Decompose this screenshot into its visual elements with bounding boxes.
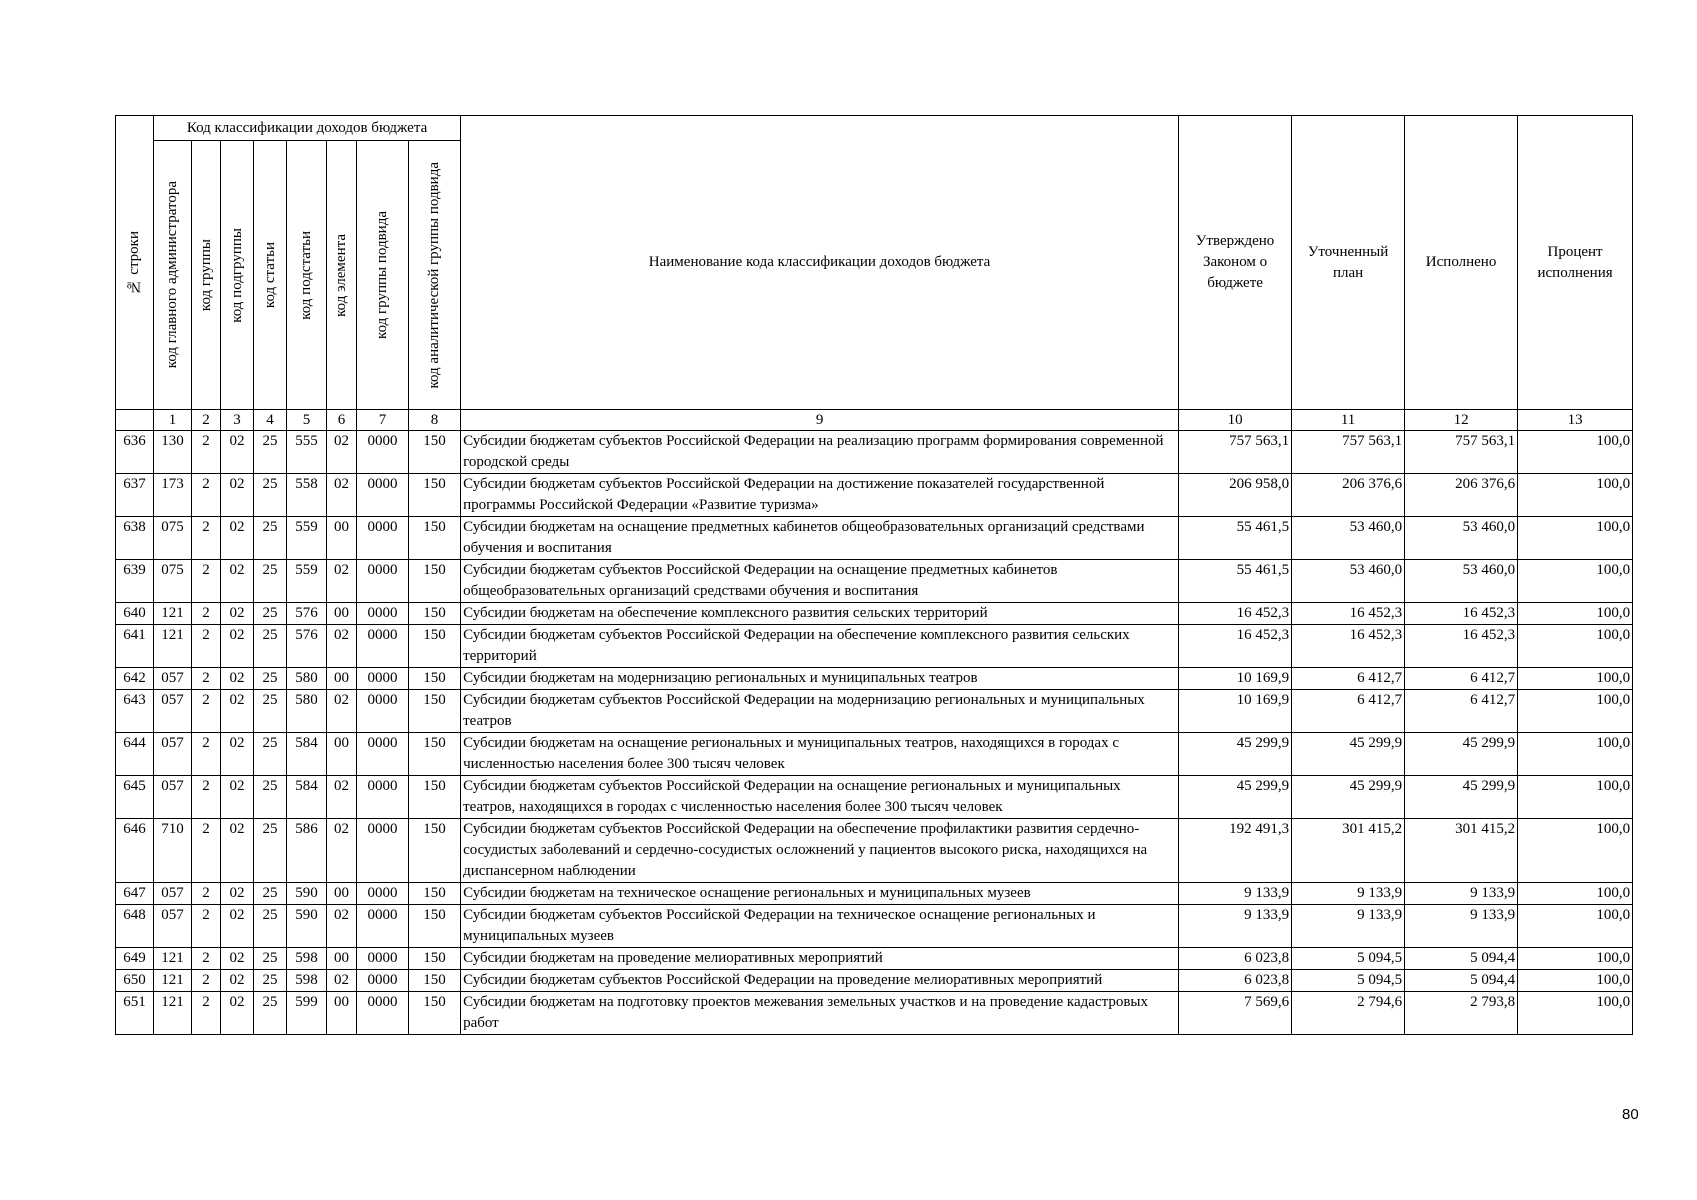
code-cell: 00 [327,603,357,625]
code-cell: 25 [254,883,287,905]
name-cell: Субсидии бюджетам на модернизацию региональных и муниципальных театров [461,668,1179,690]
code-cell: 2 [192,517,221,560]
row-number-cell: 639 [116,560,154,603]
percent-cell: 100,0 [1518,970,1633,992]
code-cell: 25 [254,668,287,690]
approved-cell: 6 023,8 [1179,970,1292,992]
code-cell: 150 [409,517,461,560]
code-cell: 00 [327,517,357,560]
refined-cell: 206 376,6 [1292,474,1405,517]
executed-cell: 5 094,4 [1405,948,1518,970]
percent-cell: 100,0 [1518,948,1633,970]
column-number: 13 [1518,410,1633,431]
column-number: 3 [221,410,254,431]
column-number: 7 [357,410,409,431]
code-cell: 2 [192,690,221,733]
percent-cell: 100,0 [1518,603,1633,625]
code-cell: 057 [154,776,192,819]
column-number [116,410,154,431]
table-row [116,690,1633,733]
code-cell: 580 [287,668,327,690]
code-cell: 02 [221,690,254,733]
code-cell: 00 [327,948,357,970]
percent-cell: 100,0 [1518,905,1633,948]
code-cell: 02 [327,776,357,819]
code-cell: 0000 [357,905,409,948]
header-row-number: № строки [116,116,154,410]
code-cell: 02 [327,474,357,517]
approved-cell: 206 958,0 [1179,474,1292,517]
table-row [116,883,1633,905]
refined-cell: 53 460,0 [1292,560,1405,603]
code-cell: 0000 [357,517,409,560]
code-cell: 558 [287,474,327,517]
column-number: 8 [409,410,461,431]
code-cell: 598 [287,948,327,970]
header-code-article: код статьи [254,141,287,410]
executed-cell: 5 094,4 [1405,970,1518,992]
executed-cell: 301 415,2 [1405,819,1518,883]
code-cell: 580 [287,690,327,733]
column-number: 4 [254,410,287,431]
table-row [116,948,1633,970]
code-cell: 02 [327,970,357,992]
table-row [116,517,1633,560]
code-cell: 2 [192,883,221,905]
code-cell: 121 [154,603,192,625]
row-number-cell: 636 [116,431,154,474]
code-cell: 0000 [357,560,409,603]
name-cell: Субсидии бюджетам на техническое оснащение региональных и муниципальных музеев [461,883,1179,905]
code-cell: 25 [254,776,287,819]
code-cell: 150 [409,776,461,819]
code-cell: 150 [409,819,461,883]
code-cell: 2 [192,733,221,776]
code-cell: 02 [221,603,254,625]
code-cell: 590 [287,883,327,905]
code-cell: 25 [254,560,287,603]
code-cell: 150 [409,970,461,992]
column-number: 10 [1179,410,1292,431]
row-number-cell: 647 [116,883,154,905]
refined-cell: 301 415,2 [1292,819,1405,883]
table-row [116,625,1633,668]
code-cell: 555 [287,431,327,474]
code-cell: 02 [221,948,254,970]
refined-cell: 16 452,3 [1292,625,1405,668]
code-cell: 130 [154,431,192,474]
name-cell: Субсидии бюджетам субъектов Российской Федерации на техническое оснащение региональных и муниципальных музеев [461,905,1179,948]
table-row [116,431,1633,474]
code-cell: 02 [327,431,357,474]
column-number: 6 [327,410,357,431]
code-cell: 150 [409,603,461,625]
name-cell: Субсидии бюджетам субъектов Российской Федерации на модернизацию региональных и муниципальных театров [461,690,1179,733]
refined-cell: 16 452,3 [1292,603,1405,625]
percent-cell: 100,0 [1518,625,1633,668]
executed-cell: 9 133,9 [1405,905,1518,948]
approved-cell: 16 452,3 [1179,603,1292,625]
code-cell: 2 [192,668,221,690]
code-cell: 2 [192,625,221,668]
refined-cell: 53 460,0 [1292,517,1405,560]
code-cell: 057 [154,690,192,733]
code-cell: 0000 [357,776,409,819]
code-cell: 0000 [357,668,409,690]
code-cell: 02 [221,819,254,883]
code-cell: 150 [409,992,461,1035]
executed-cell: 45 299,9 [1405,733,1518,776]
code-cell: 2 [192,948,221,970]
code-cell: 25 [254,819,287,883]
approved-cell: 45 299,9 [1179,733,1292,776]
table-row [116,560,1633,603]
row-number-cell: 643 [116,690,154,733]
refined-cell: 5 094,5 [1292,970,1405,992]
executed-cell: 206 376,6 [1405,474,1518,517]
table-row [116,905,1633,948]
code-cell: 00 [327,992,357,1035]
refined-cell: 2 794,6 [1292,992,1405,1035]
table-row [116,474,1633,517]
header-refined: Уточненный план [1292,116,1405,410]
column-numbers-row [116,410,1633,431]
executed-cell: 16 452,3 [1405,603,1518,625]
table-row [116,603,1633,625]
row-number-cell: 644 [116,733,154,776]
name-cell: Субсидии бюджетам субъектов Российской Федерации на проведение мелиоративных мероприятий [461,970,1179,992]
code-cell: 0000 [357,992,409,1035]
row-number-cell: 648 [116,905,154,948]
code-cell: 0000 [357,690,409,733]
code-cell: 0000 [357,625,409,668]
header-code-subarticle: код подстатьи [287,141,327,410]
row-number-cell: 641 [116,625,154,668]
code-cell: 02 [327,690,357,733]
row-number-cell: 640 [116,603,154,625]
code-cell: 02 [221,668,254,690]
table-body [116,431,1633,1035]
code-cell: 150 [409,560,461,603]
code-cell: 2 [192,970,221,992]
code-cell: 150 [409,431,461,474]
code-cell: 057 [154,733,192,776]
refined-cell: 9 133,9 [1292,883,1405,905]
code-cell: 25 [254,690,287,733]
name-cell: Субсидии бюджетам субъектов Российской Федерации на обеспечение профилактики развития сердечно-сосудистых заболеваний и сердечно-сосудистых осложнений у пациентов высокого риска, находящихся на диспансерном наблюдении [461,819,1179,883]
executed-cell: 6 412,7 [1405,690,1518,733]
name-cell: Субсидии бюджетам субъектов Российской Федерации на реализацию программ формирования современной городской среды [461,431,1179,474]
header-code-analytic-group: код аналитической группы подвида [409,141,461,410]
refined-cell: 6 412,7 [1292,668,1405,690]
code-cell: 02 [221,474,254,517]
refined-cell: 45 299,9 [1292,733,1405,776]
code-cell: 2 [192,431,221,474]
code-cell: 057 [154,905,192,948]
header-code-group: Код классификации доходов бюджета [154,116,461,141]
header-code-subgroup: код подгруппы [221,141,254,410]
code-cell: 02 [221,970,254,992]
code-cell: 590 [287,905,327,948]
code-cell: 02 [221,431,254,474]
code-cell: 173 [154,474,192,517]
name-cell: Субсидии бюджетам субъектов Российской Федерации на оснащение региональных и муниципальных театров, находящихся в городах с численностью населения более 300 тысяч человек [461,776,1179,819]
refined-cell: 6 412,7 [1292,690,1405,733]
code-cell: 075 [154,560,192,603]
executed-cell: 9 133,9 [1405,883,1518,905]
code-cell: 584 [287,776,327,819]
percent-cell: 100,0 [1518,690,1633,733]
percent-cell: 100,0 [1518,992,1633,1035]
name-cell: Субсидии бюджетам на обеспечение комплексного развития сельских территорий [461,603,1179,625]
code-cell: 25 [254,970,287,992]
code-cell: 2 [192,776,221,819]
code-cell: 00 [327,668,357,690]
percent-cell: 100,0 [1518,474,1633,517]
code-cell: 121 [154,992,192,1035]
refined-cell: 9 133,9 [1292,905,1405,948]
percent-cell: 100,0 [1518,883,1633,905]
percent-cell: 100,0 [1518,668,1633,690]
code-cell: 25 [254,517,287,560]
approved-cell: 16 452,3 [1179,625,1292,668]
name-cell: Субсидии бюджетам на проведение мелиоративных мероприятий [461,948,1179,970]
percent-cell: 100,0 [1518,819,1633,883]
header-name: Наименование кода классификации доходов бюджета [461,116,1179,410]
code-cell: 150 [409,905,461,948]
executed-cell: 757 563,1 [1405,431,1518,474]
code-cell: 25 [254,474,287,517]
code-cell: 02 [221,733,254,776]
name-cell: Субсидии бюджетам на оснащение предметных кабинетов общеобразовательных организаций средствами обучения и воспитания [461,517,1179,560]
code-cell: 0000 [357,603,409,625]
code-cell: 2 [192,603,221,625]
refined-cell: 5 094,5 [1292,948,1405,970]
code-cell: 559 [287,560,327,603]
header-executed: Исполнено [1405,116,1518,410]
column-number: 2 [192,410,221,431]
approved-cell: 45 299,9 [1179,776,1292,819]
name-cell: Субсидии бюджетам субъектов Российской Федерации на оснащение предметных кабинетов общеобразовательных организаций средствами обучения и воспитания [461,560,1179,603]
page-number: 80 [1622,1106,1639,1123]
code-cell: 00 [327,733,357,776]
code-cell: 25 [254,733,287,776]
code-cell: 02 [221,883,254,905]
table-row [116,819,1633,883]
table-row [116,992,1633,1035]
approved-cell: 9 133,9 [1179,883,1292,905]
header-code-group-col: код группы [192,141,221,410]
table-row [116,733,1633,776]
column-number: 11 [1292,410,1405,431]
code-cell: 0000 [357,948,409,970]
code-cell: 25 [254,603,287,625]
code-cell: 576 [287,603,327,625]
code-cell: 0000 [357,883,409,905]
approved-cell: 10 169,9 [1179,668,1292,690]
row-number-cell: 650 [116,970,154,992]
code-cell: 150 [409,668,461,690]
header-code-element: код элемента [327,141,357,410]
executed-cell: 2 793,8 [1405,992,1518,1035]
code-cell: 121 [154,948,192,970]
approved-cell: 192 491,3 [1179,819,1292,883]
code-cell: 25 [254,625,287,668]
code-cell: 121 [154,625,192,668]
code-cell: 25 [254,948,287,970]
code-cell: 2 [192,474,221,517]
code-cell: 2 [192,992,221,1035]
approved-cell: 55 461,5 [1179,517,1292,560]
percent-cell: 100,0 [1518,733,1633,776]
code-cell: 150 [409,474,461,517]
code-cell: 0000 [357,474,409,517]
header-code-admin: код главного администратора [154,141,192,410]
row-number-cell: 642 [116,668,154,690]
code-cell: 00 [327,883,357,905]
approved-cell: 55 461,5 [1179,560,1292,603]
percent-cell: 100,0 [1518,560,1633,603]
code-cell: 057 [154,883,192,905]
percent-cell: 100,0 [1518,431,1633,474]
column-number: 9 [461,410,1179,431]
code-cell: 25 [254,992,287,1035]
column-number: 5 [287,410,327,431]
code-cell: 150 [409,948,461,970]
code-cell: 586 [287,819,327,883]
approved-cell: 7 569,6 [1179,992,1292,1035]
code-cell: 150 [409,690,461,733]
code-cell: 02 [221,560,254,603]
header-row-1 [116,116,1633,141]
percent-cell: 100,0 [1518,517,1633,560]
code-cell: 02 [327,625,357,668]
table-row [116,970,1633,992]
approved-cell: 757 563,1 [1179,431,1292,474]
code-cell: 150 [409,625,461,668]
row-number-cell: 649 [116,948,154,970]
header-approved: Утверждено Законом о бюджете [1179,116,1292,410]
code-cell: 25 [254,431,287,474]
header-code-subtype-group: код группы подвида [357,141,409,410]
code-cell: 02 [327,560,357,603]
code-cell: 2 [192,905,221,948]
column-number: 12 [1405,410,1518,431]
code-cell: 710 [154,819,192,883]
refined-cell: 45 299,9 [1292,776,1405,819]
row-number-cell: 646 [116,819,154,883]
code-cell: 150 [409,883,461,905]
code-cell: 0000 [357,431,409,474]
code-cell: 598 [287,970,327,992]
header-percent: Процент исполнения [1518,116,1633,410]
row-number-cell: 645 [116,776,154,819]
row-number-cell: 651 [116,992,154,1035]
executed-cell: 45 299,9 [1405,776,1518,819]
code-cell: 121 [154,970,192,992]
name-cell: Субсидии бюджетам на оснащение региональных и муниципальных театров, находящихся в городах с численностью населения более 300 тысяч человек [461,733,1179,776]
code-cell: 0000 [357,819,409,883]
code-cell: 0000 [357,970,409,992]
code-cell: 559 [287,517,327,560]
code-cell: 2 [192,819,221,883]
code-cell: 02 [327,819,357,883]
code-cell: 0000 [357,733,409,776]
name-cell: Субсидии бюджетам субъектов Российской Федерации на обеспечение комплексного развития сельских территорий [461,625,1179,668]
executed-cell: 53 460,0 [1405,517,1518,560]
code-cell: 057 [154,668,192,690]
code-cell: 584 [287,733,327,776]
budget-revenue-table [115,115,1633,1035]
executed-cell: 16 452,3 [1405,625,1518,668]
code-cell: 576 [287,625,327,668]
code-cell: 075 [154,517,192,560]
approved-cell: 6 023,8 [1179,948,1292,970]
code-cell: 02 [221,992,254,1035]
code-cell: 150 [409,733,461,776]
name-cell: Субсидии бюджетам субъектов Российской Федерации на достижение показателей государственной программы Российской Федерации «Развитие туризма» [461,474,1179,517]
row-number-cell: 637 [116,474,154,517]
executed-cell: 6 412,7 [1405,668,1518,690]
code-cell: 02 [221,776,254,819]
code-cell: 02 [327,905,357,948]
code-cell: 02 [221,517,254,560]
refined-cell: 757 563,1 [1292,431,1405,474]
code-cell: 2 [192,560,221,603]
table-row [116,668,1633,690]
approved-cell: 9 133,9 [1179,905,1292,948]
code-cell: 02 [221,905,254,948]
table-row [116,776,1633,819]
column-number: 1 [154,410,192,431]
row-number-cell: 638 [116,517,154,560]
name-cell: Субсидии бюджетам на подготовку проектов межевания земельных участков и на проведение кадастровых работ [461,992,1179,1035]
percent-cell: 100,0 [1518,776,1633,819]
code-cell: 599 [287,992,327,1035]
code-cell: 25 [254,905,287,948]
code-cell: 02 [221,625,254,668]
executed-cell: 53 460,0 [1405,560,1518,603]
approved-cell: 10 169,9 [1179,690,1292,733]
